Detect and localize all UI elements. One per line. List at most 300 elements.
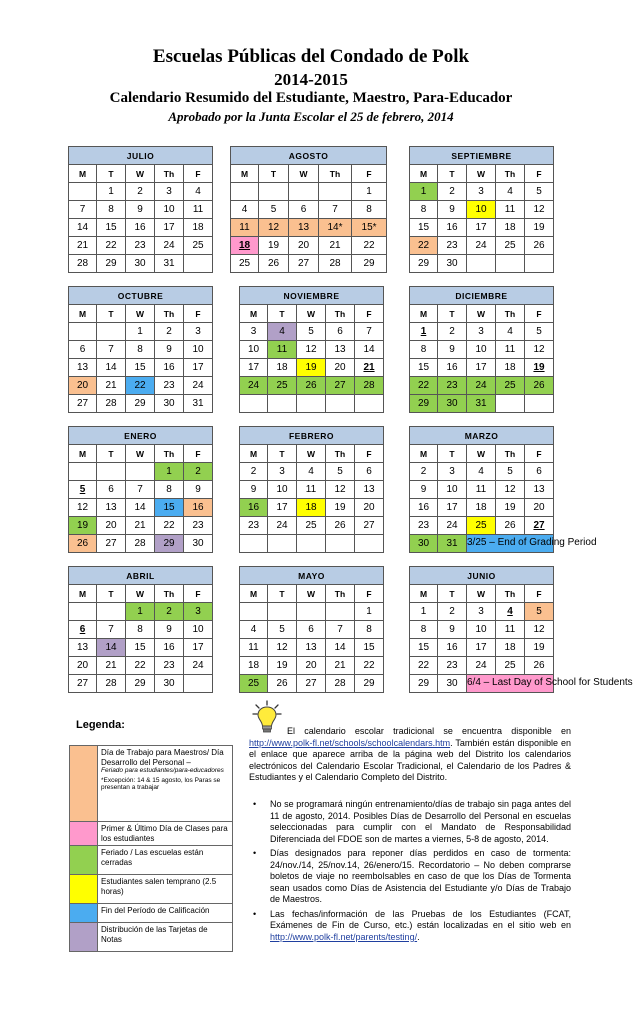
calendar-day: 21 — [319, 237, 352, 255]
calendar-day: 18 — [240, 657, 268, 675]
calendar-day: 15 — [155, 499, 184, 517]
calendar-day — [69, 463, 97, 481]
calendar-day: 4 — [184, 183, 213, 201]
calendar-day — [259, 183, 289, 201]
calendar-day: 10 — [184, 621, 213, 639]
calendar-day: 18 — [496, 359, 525, 377]
calendar-day: 30 — [155, 675, 184, 693]
calendar-day: 5 — [496, 463, 525, 481]
calendar-day: 4 — [240, 621, 268, 639]
calendar-day: 11 — [496, 341, 525, 359]
calendar-day: 29 — [97, 255, 126, 273]
weekday-header: F — [184, 305, 213, 323]
calendar-day: 22 — [155, 517, 184, 535]
weekday-header: Th — [155, 585, 184, 603]
weekday-header: F — [184, 445, 213, 463]
calendar-day: 13 — [326, 341, 355, 359]
calendar-day: 23 — [184, 517, 213, 535]
calendar-day: 9 — [438, 201, 467, 219]
calendar-day: 15 — [97, 219, 126, 237]
weekday-header: T — [438, 165, 467, 183]
calendar-day: 6 — [326, 323, 355, 341]
calendar-day — [525, 255, 554, 273]
calendar-day: 14* — [319, 219, 352, 237]
month-name: JUNIO — [410, 567, 554, 585]
calendar-day: 12 — [326, 481, 355, 499]
legend-exception: *Excepción: 14 & 15 agosto, los Paras se presentan a trabajar — [101, 776, 221, 791]
calendar-day: 15 — [410, 639, 438, 657]
calendar-day: 27 — [297, 675, 326, 693]
calendar-day: 17 — [184, 359, 213, 377]
calendar-day: 28 — [126, 535, 155, 553]
calendar-day: 7 — [319, 201, 352, 219]
calendar-day: 17 — [155, 219, 184, 237]
calendar-day: 6 — [69, 621, 97, 639]
legend-swatch-blue — [70, 904, 98, 922]
weekday-header: T — [438, 445, 467, 463]
calendar-day: 4 — [496, 323, 525, 341]
list-item — [249, 799, 571, 845]
calendar-day: 11 — [467, 481, 496, 499]
calendar-day: 11 — [240, 639, 268, 657]
calendar-day: 30 — [410, 535, 438, 553]
calendar-day: 13 — [69, 359, 97, 377]
calendar-day: 27 — [69, 675, 97, 693]
legend-swatch-yellow — [70, 875, 98, 903]
calendar-day: 24 — [184, 377, 213, 395]
calendar-day: 15* — [352, 219, 387, 237]
calendar-day: 8 — [410, 341, 438, 359]
calendar-day: 3 — [268, 463, 297, 481]
month-name: AGOSTO — [231, 147, 387, 165]
calendar-day — [69, 603, 97, 621]
calendar-day: 8 — [97, 201, 126, 219]
weekday-header: F — [525, 585, 554, 603]
calendar-day: 9 — [155, 621, 184, 639]
calendar-day: 22 — [352, 237, 387, 255]
calendar-day — [297, 535, 326, 553]
calendar-day: 24 — [240, 377, 268, 395]
calendar-day: 2 — [438, 603, 467, 621]
calendar-day: 3 — [184, 323, 213, 341]
calendar-day: 28 — [355, 377, 384, 395]
calendar-day: 26 — [525, 237, 554, 255]
weekday-header: F — [184, 165, 213, 183]
month-calendar-enero — [68, 426, 213, 553]
calendar-day — [268, 535, 297, 553]
calendar-day: 22 — [126, 377, 155, 395]
calendar-day: 18 — [467, 499, 496, 517]
calendar-day: 23 — [126, 237, 155, 255]
calendar-day: 16 — [155, 359, 184, 377]
intro-text-cont: . También están disponible en el enlace que aparece arriba de la página web del Distrito los calendarios electrónicos del Calendario Escolar Tradicional, el Calendario de los Padres & Estudiantes y el Calendario Completo del Distrito. — [249, 737, 571, 782]
calendar-day: 12 — [259, 219, 289, 237]
weekday-header: Th — [155, 165, 184, 183]
calendar-day: 18 — [496, 219, 525, 237]
calendar-day: 16 — [240, 499, 268, 517]
calendar-day: 6 — [69, 341, 97, 359]
calendar-day: 7 — [97, 621, 126, 639]
calendar-day — [326, 535, 355, 553]
calendar-day: 24 — [268, 517, 297, 535]
calendar-day: 28 — [319, 255, 352, 273]
calendar-day: 17 — [268, 499, 297, 517]
legend-end-grading — [69, 903, 233, 923]
legend-label: Feriado / Las escuelas están cerradas — [101, 848, 204, 867]
note-text: Las fechas/información de las Pruebas de los Estudiantes (FCAT, Exámenes de Fin de Curso, etc.) están localizadas en el sitio web en — [270, 908, 571, 930]
calendar-day: 5 — [525, 603, 554, 621]
calendar-day: 20 — [355, 499, 384, 517]
calendar-day: 17 — [184, 639, 213, 657]
weekday-header: F — [352, 165, 387, 183]
calendar-day: 1 — [410, 323, 438, 341]
calendar-day: 10 — [184, 341, 213, 359]
calendar-day: 25 — [240, 675, 268, 693]
calendar-day: 23 — [155, 657, 184, 675]
calendar-day: 5 — [69, 481, 97, 499]
calendar-day: 1 — [410, 603, 438, 621]
calendar-day: 29 — [410, 395, 438, 413]
calendar-day: 4 — [268, 323, 297, 341]
calendar-day: 23 — [438, 377, 467, 395]
calendar-day: 2 — [240, 463, 268, 481]
weekday-header: W — [467, 585, 496, 603]
month-calendar-noviembre — [239, 286, 384, 413]
calendar-day — [289, 183, 319, 201]
calendar-day — [97, 463, 126, 481]
calendar-day: 14 — [126, 499, 155, 517]
calendar-day: 27 — [289, 255, 319, 273]
calendar-day: 26 — [259, 255, 289, 273]
calendar-day: 24 — [467, 237, 496, 255]
calendar-day — [126, 463, 155, 481]
calendar-day: 26 — [496, 517, 525, 535]
calendar-day: 16 — [438, 219, 467, 237]
calendar-day: 25 — [231, 255, 259, 273]
month-name: NOVIEMBRE — [240, 287, 384, 305]
calendar-day: 5 — [259, 201, 289, 219]
calendar-day: 23 — [240, 517, 268, 535]
calendar-day: 28 — [326, 675, 355, 693]
calendar-day: 10 — [467, 621, 496, 639]
calendar-day — [326, 395, 355, 413]
weekday-header: M — [69, 585, 97, 603]
calendar-day: 23 — [155, 377, 184, 395]
calendar-day: 12 — [297, 341, 326, 359]
calendar-day: 5 — [525, 323, 554, 341]
calendar-day: 12 — [496, 481, 525, 499]
calendar-day: 17 — [240, 359, 268, 377]
calendar-day: 1 — [410, 183, 438, 201]
calendar-day: 21 — [326, 657, 355, 675]
calendar-day: 3 — [155, 183, 184, 201]
legend-swatch-green — [70, 846, 98, 874]
legend-first-last-day — [69, 821, 233, 846]
weekday-header: M — [69, 305, 97, 323]
calendar-day: 8 — [410, 201, 438, 219]
calendar-day: 11 — [231, 219, 259, 237]
calendar-day — [326, 603, 355, 621]
page-subtitle: Calendario Resumido del Estudiante, Maestro, Para-Educador — [109, 90, 513, 106]
weekday-header: Th — [319, 165, 352, 183]
weekday-header: M — [410, 305, 438, 323]
calendar-day: 25 — [496, 657, 525, 675]
calendar-day: 4 — [231, 201, 259, 219]
weekday-header: W — [467, 305, 496, 323]
calendar-day: 9 — [126, 201, 155, 219]
weekday-header: M — [69, 165, 97, 183]
calendar-day: 15 — [355, 639, 384, 657]
calendar-day: 7 — [126, 481, 155, 499]
weekday-header: T — [438, 305, 467, 323]
calendar-day: 19 — [326, 499, 355, 517]
calendar-day: 3 — [438, 463, 467, 481]
calendar-day: 13 — [297, 639, 326, 657]
calendar-day: 15 — [126, 639, 155, 657]
calendar-day: 22 — [410, 237, 438, 255]
weekday-header: T — [97, 165, 126, 183]
calendar-day: 23 — [438, 237, 467, 255]
calendar-day: 9 — [410, 481, 438, 499]
calendar-day: 20 — [297, 657, 326, 675]
calendar-day: 29 — [126, 675, 155, 693]
calendar-day: 27 — [355, 517, 384, 535]
calendar-day: 13 — [355, 481, 384, 499]
calendar-day: 2 — [126, 183, 155, 201]
weekday-header: T — [268, 305, 297, 323]
calendar-day: 13 — [289, 219, 319, 237]
weekday-header: T — [97, 445, 126, 463]
calendar-day: 16 — [438, 359, 467, 377]
school-calendars-link[interactable]: http://www.polk-fl.net/schools/schoolcalendars.htm — [249, 737, 451, 748]
calendar-day: 20 — [97, 517, 126, 535]
calendar-day: 29 — [352, 255, 387, 273]
calendar-day: 29 — [126, 395, 155, 413]
weekday-header: T — [259, 165, 289, 183]
calendar-day: 11 — [496, 201, 525, 219]
weekday-header: Th — [496, 585, 525, 603]
calendar-day: 30 — [184, 535, 213, 553]
weekday-header: F — [355, 585, 384, 603]
calendar-day: 31 — [184, 395, 213, 413]
calendar-day: 19 — [69, 517, 97, 535]
calendar-day: 8 — [410, 621, 438, 639]
calendar-day: 21 — [97, 377, 126, 395]
testing-link[interactable]: http://www.polk-fl.net/parents/testing/ — [270, 931, 418, 942]
calendar-day: 19 — [268, 657, 297, 675]
calendar-day: 15 — [410, 219, 438, 237]
calendar-day: 25 — [496, 237, 525, 255]
calendar-day — [240, 395, 268, 413]
legend-label: Distribución de las Tarjetas de Notas — [101, 925, 208, 944]
calendar-day: 26 — [525, 657, 554, 675]
weekday-header: W — [297, 305, 326, 323]
calendar-day: 22 — [126, 657, 155, 675]
calendar-day: 16 — [410, 499, 438, 517]
bullet-icon: • — [253, 799, 257, 809]
calendar-day: 3 — [240, 323, 268, 341]
note-text: Días designados para reponer días perdidos en caso de tormenta: 24/nov./14, 25/nov.14, 26/enero/15. Recordatorio – No deben comprarse boletos de viaje no reembolsables en caso de que los Días de Tormenta sean usados como Días de Asistencia del Estudiante y/o Días de Trabajo de Maestros. — [270, 848, 571, 904]
weekday-header: Th — [326, 445, 355, 463]
calendar-day: 8 — [355, 621, 384, 639]
calendar-day: 5 — [525, 183, 554, 201]
calendar-day: 10 — [467, 201, 496, 219]
calendar-day: 20 — [69, 377, 97, 395]
legend-title: Legenda: — [76, 719, 125, 731]
weekday-header: Th — [496, 445, 525, 463]
legend-swatch-purple — [70, 923, 98, 951]
weekday-header: T — [97, 305, 126, 323]
weekday-header: T — [268, 445, 297, 463]
calendar-day: 7 — [69, 201, 97, 219]
calendar-day: 9 — [240, 481, 268, 499]
weekday-header: T — [268, 585, 297, 603]
calendar-day — [240, 535, 268, 553]
weekday-header: M — [240, 585, 268, 603]
calendar-day — [184, 675, 213, 693]
calendar-day: 24 — [184, 657, 213, 675]
calendar-day: 23 — [410, 517, 438, 535]
calendar-day: 26 — [297, 377, 326, 395]
calendar-day: 9 — [438, 341, 467, 359]
month-calendar-marzo — [409, 426, 597, 553]
calendar-day: 28 — [69, 255, 97, 273]
calendar-day — [231, 183, 259, 201]
calendar-day — [496, 395, 525, 413]
month-name: OCTUBRE — [69, 287, 213, 305]
approval-note: Aprobado por la Junta Escolar el 25 de febrero, 2014 — [168, 109, 454, 124]
calendar-day: 4 — [496, 603, 525, 621]
weekday-header: M — [410, 585, 438, 603]
weekday-header: W — [297, 445, 326, 463]
calendar-day — [69, 323, 97, 341]
month-name: MARZO — [410, 427, 554, 445]
calendar-day: 1 — [126, 323, 155, 341]
calendar-day: 20 — [289, 237, 319, 255]
month-calendar-diciembre — [409, 286, 554, 413]
calendar-day: 27 — [69, 395, 97, 413]
calendar-note: 6/4 – Last Day of School for Students — [467, 675, 554, 693]
calendar-day: 6 — [297, 621, 326, 639]
calendar-day: 14 — [355, 341, 384, 359]
calendar-day: 18 — [496, 639, 525, 657]
calendar-day: 11 — [184, 201, 213, 219]
calendar-day: 6 — [525, 463, 554, 481]
bullet-icon: • — [253, 908, 257, 919]
calendar-day: 2 — [184, 463, 213, 481]
month-name: MAYO — [240, 567, 384, 585]
school-year: 2014-2015 — [274, 70, 348, 89]
calendar-day: 20 — [69, 657, 97, 675]
page-title: Escuelas Públicas del Condado de Polk — [152, 46, 470, 67]
calendar-day: 19 — [525, 219, 554, 237]
calendar-day: 30 — [438, 395, 467, 413]
calendar-day: 3 — [467, 183, 496, 201]
calendar-day: 4 — [467, 463, 496, 481]
calendar-day: 9 — [155, 341, 184, 359]
calendar-day: 8 — [126, 621, 155, 639]
list-item — [249, 909, 571, 944]
calendar-day: 3 — [467, 603, 496, 621]
weekday-header: W — [126, 305, 155, 323]
legend-teacher-work-day — [69, 745, 233, 822]
weekday-header: W — [126, 585, 155, 603]
calendar-day: 17 — [467, 219, 496, 237]
calendar-day: 3 — [467, 323, 496, 341]
calendar-day: 5 — [297, 323, 326, 341]
calendar-day: 4 — [297, 463, 326, 481]
calendar-day: 28 — [97, 395, 126, 413]
weekday-header: Th — [155, 445, 184, 463]
calendar-day: 2 — [155, 603, 184, 621]
weekday-header: M — [69, 445, 97, 463]
calendar-day: 21 — [355, 359, 384, 377]
calendar-day — [97, 323, 126, 341]
calendar-day: 11 — [297, 481, 326, 499]
weekday-header: F — [525, 445, 554, 463]
calendar-day: 26 — [268, 675, 297, 693]
weekday-header: F — [184, 585, 213, 603]
calendar-day: 5 — [326, 463, 355, 481]
weekday-header: T — [438, 585, 467, 603]
calendar-day: 27 — [326, 377, 355, 395]
month-calendar-julio — [68, 146, 213, 273]
calendar-day — [268, 395, 297, 413]
calendar-day — [268, 603, 297, 621]
calendar-day: 6 — [97, 481, 126, 499]
calendar-day: 27 — [525, 517, 554, 535]
calendar-day: 20 — [326, 359, 355, 377]
calendar-day: 14 — [69, 219, 97, 237]
calendar-day: 10 — [155, 201, 184, 219]
calendar-day: 18 — [184, 219, 213, 237]
weekday-header: F — [525, 305, 554, 323]
calendar-day: 30 — [438, 255, 467, 273]
weekday-header: W — [126, 445, 155, 463]
calendar-day: 22 — [410, 657, 438, 675]
calendar-day: 1 — [97, 183, 126, 201]
month-name: DICIEMBRE — [410, 287, 554, 305]
calendar-day: 6 — [355, 463, 384, 481]
calendar-day: 31 — [155, 255, 184, 273]
legend-swatch-orange — [70, 746, 98, 821]
calendar-day: 15 — [126, 359, 155, 377]
calendar-day: 19 — [525, 359, 554, 377]
calendar-day: 7 — [97, 341, 126, 359]
calendar-day: 19 — [496, 499, 525, 517]
calendar-day: 21 — [69, 237, 97, 255]
weekday-header: F — [525, 165, 554, 183]
weekday-header: Th — [496, 165, 525, 183]
calendar-day: 24 — [438, 517, 467, 535]
calendar-day: 24 — [467, 377, 496, 395]
month-name: SEPTIEMBRE — [410, 147, 554, 165]
calendar-day: 16 — [155, 639, 184, 657]
calendar-day: 18 — [268, 359, 297, 377]
weekday-header: W — [126, 165, 155, 183]
calendar-day: 26 — [326, 517, 355, 535]
calendar-day: 19 — [297, 359, 326, 377]
calendar-day: 29 — [355, 675, 384, 693]
calendar-day: 25 — [297, 517, 326, 535]
calendar-day: 21 — [126, 517, 155, 535]
weekday-header: M — [410, 445, 438, 463]
calendar-day: 10 — [438, 481, 467, 499]
calendar-day: 22 — [410, 377, 438, 395]
legend-early-release — [69, 874, 233, 904]
notes-list — [249, 799, 571, 946]
calendar-day: 5 — [268, 621, 297, 639]
